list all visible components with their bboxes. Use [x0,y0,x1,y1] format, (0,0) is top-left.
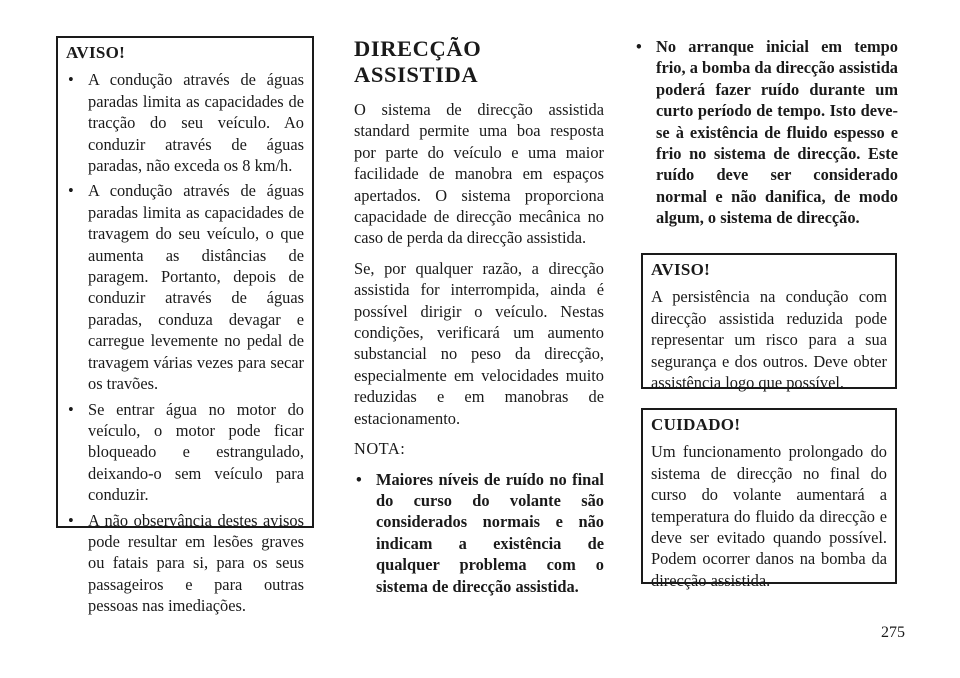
caution-box [641,408,897,590]
warning-title: AVISO! [651,260,711,279]
caution-text: Um funcionamento prolongado do sistema de direcção no final do curso do volante aumentará a temperatura do fluido da direcção e deve ser evitado quando possível. Podem ocorrer danos na bomba da direcção assistida. [651,442,887,590]
power-steering-section [354,36,604,601]
paragraph: O sistema de direcção assistida standard permite uma boa resposta por parte do veículo e uma maior facilidade de manobra em espaços apertados. O sistema proporciona capacidade de direcção mecânica no caso de perda da direcção assistida. [354,100,604,248]
section-title: DIRECÇÃO ASSISTIDA [354,36,482,87]
note-item: • No arranque inicial em tempo frio, a bomba da direcção assistida poderá fazer ruído durante um curto período de tempo. Isto deve-se à existência de fluido espesso e frio no sistema de direcção. Este ruído deve ser considerado normal e não danifica, de modo algum, o sistema de direcção. [634,36,898,229]
warning-item: • A não observância destes avisos pode resultar em lesões graves ou fatais para si, para os seus passageiros e para outras pessoas nas imediações. [66,510,304,617]
warning-item: • A condução através de águas paradas limita as capacidades de tracção do seu veículo. Ao conduzir através de águas paradas, não exceda os 8 km/h. [66,69,304,176]
warning-title: AVISO! [66,43,126,62]
right-column [634,36,898,233]
warning-item: • Se entrar água no motor do veículo, o motor pode ficar bloqueado e estrangulado, deixando-o sem veículo para conduzir. [66,399,304,506]
warning-list [66,69,304,616]
note-item: • Maiores níveis de ruído no final do curso do volante são considerados normais e não indicam a existência de qualquer problema com o sistema de direcção assistida. [354,469,604,597]
warning-box-water-driving [56,36,314,616]
caution-title: CUIDADO! [651,415,741,434]
page-number: 275 [881,624,905,641]
warning-text: A persistência na condução com direcção assistida reduzida pode representar um risco para a sua segurança e dos outros. Deve obter assistência logo que possível. [651,287,887,393]
note-list-continued [634,36,898,229]
warning-item: • A condução através de águas paradas limita as capacidades de travagem do seu veículo, o que aumenta as distâncias de paragem. Portanto, depois de conduzir através de águas paradas, conduza devagar e carregue levemente no pedal de travagem várias vezes para secar os travões. [66,180,304,394]
note-label: NOTA: [354,439,406,459]
note-list [354,469,604,597]
warning-box-reduced-steering [641,253,897,393]
paragraph: Se, por qualquer razão, a direcção assistida for interrompida, ainda é possível dirigir o veículo. Nestas condições, verificará um aumento substancial no peso da direcção, especialmente em velocidades muito reduzidas e em manobras de estacionamento. [354,258,604,428]
